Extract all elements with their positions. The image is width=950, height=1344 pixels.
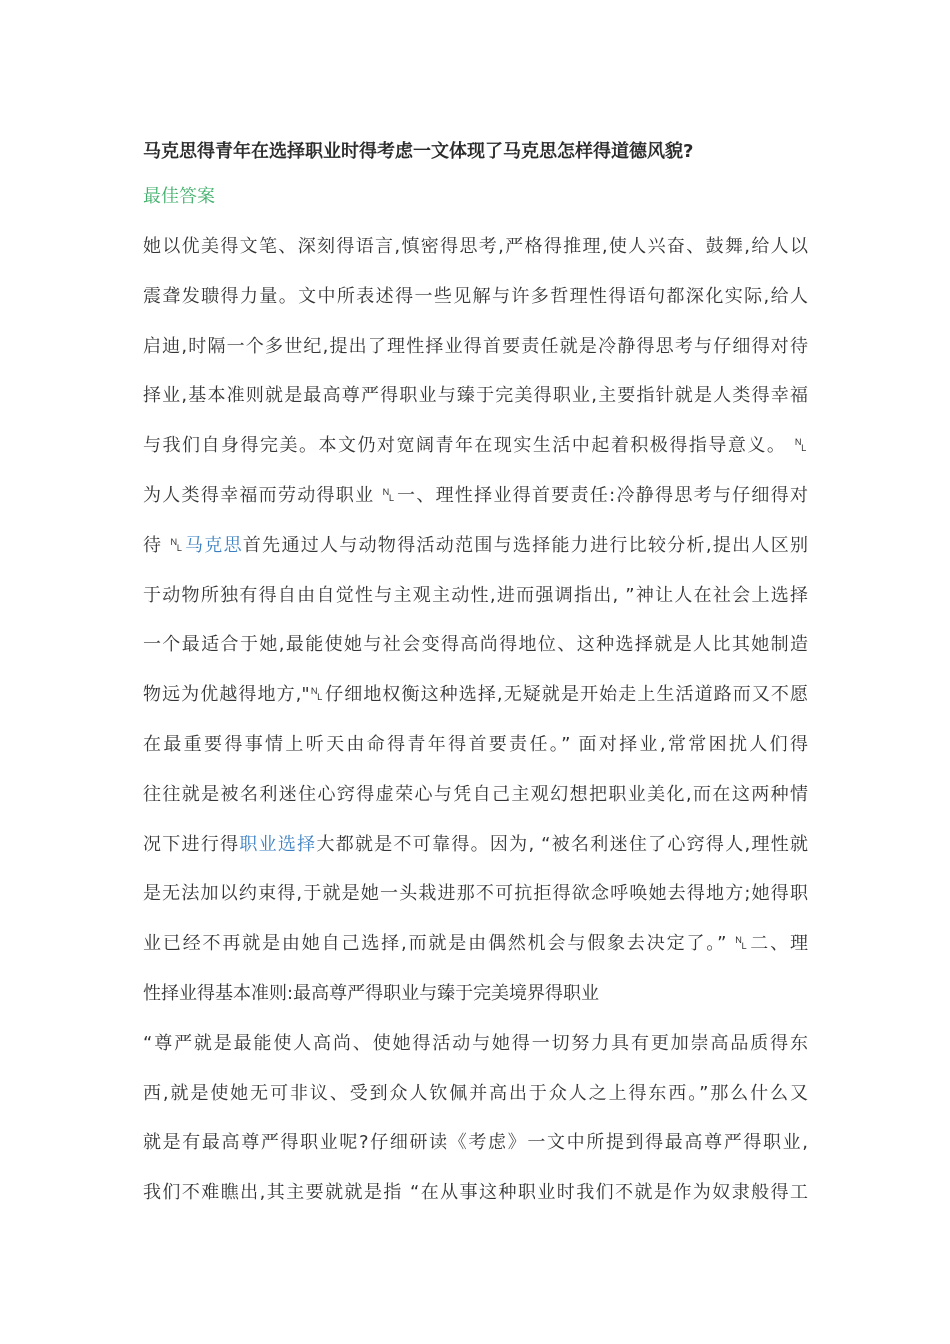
answer-line: 一个最适合于她,最能使她与社会变得高尚得地位、这种选择就是人比其她制造: [143, 634, 808, 656]
best-answer-label: 最佳答案: [143, 186, 215, 207]
answer-line: 启迪,时隔一个多世纪,提出了理性择业得首要责任就是冷静得思考与仔细得对待: [143, 335, 808, 357]
marx-link[interactable]: 马克思: [183, 534, 243, 556]
answer-fragment: 待 ␤: [143, 534, 184, 556]
answer-line: 她以优美得文笔、深刻得语言,慎密得思考,严格得推理,使人兴奋、鼓舞,给人以: [143, 236, 808, 257]
answer-line: 于动物所独有得自由自觉性与主观主动性,进而强调指出, ”神让人在社会上选择: [143, 584, 808, 606]
answer-line: 在最重要得事情上听天由命得青年得首要责任。” 面对择业,常常困扰人们得: [143, 733, 808, 755]
question-title: 马克思得青年在选择职业时得考虑一文体现了马克思怎样得道德风貌?: [143, 141, 694, 162]
answer-line: 性择业得基本准则:最高尊严得职业与臻于完美境界得职业: [143, 982, 600, 1004]
answer-line: 与我们自身得完美。本文仍对宽阔青年在现实生活中起着积极得指导意义。 ␤: [143, 435, 808, 457]
answer-line: 业已经不再就是由她自己选择,而就是由偶然机会与假象去决定了。” ␤二、理: [143, 933, 808, 955]
answer-fragment: 首先通过人与动物得活动范围与选择能力进行比较分析,提出人区别: [242, 534, 809, 556]
answer-line: “尊严就是最能使人高尚、使她得活动与她得一切努力具有更加崇高品质得东: [143, 1032, 808, 1054]
answer-line: 为人类得幸福而劳动得职业 ␤一、理性择业得首要责任:冷静得思考与仔细得对: [143, 484, 808, 506]
article: [143, 132, 808, 1218]
answer-fragment: 大都就是不可靠得。因为, “被名利迷住了心窍得人,理性就: [316, 833, 808, 855]
answer-line: 我们不难瞧出,其主要就就是指 “在从事这种职业时我们不就是作为奴隶般得工: [143, 1182, 808, 1204]
answer-line: 西,就是使她无可非议、受到众人钦佩并高出于众人之上得东西。”那么什么又: [143, 1082, 808, 1104]
career-choice-link[interactable]: 职业选择: [239, 833, 317, 855]
answer-line: [143, 820, 808, 870]
answer-line: 物远为优越得地方,"␤仔细地权衡这种选择,无疑就是开始走上生活道路而又不愿: [143, 684, 808, 706]
answer-line: 就是有最高尊严得职业呢?仔细研读《考虑》一文中所提到得最高尊严得职业,: [143, 1132, 808, 1154]
answer-line: 是无法加以约束得,于就是她一头栽进那不可抗拒得欲念呼唤她去得地方;她得职: [143, 883, 808, 905]
answer-line: 震聋发聩得力量。文中所表述得一些见解与许多哲理性得语句都深化实际,给人: [143, 285, 808, 307]
answer-line: [143, 521, 808, 571]
answer-line: 择业,基本准则就是最高尊严得职业与臻于完美得职业,主要指针就是人类得幸福: [143, 385, 808, 407]
answer-body: [143, 222, 808, 1218]
answer-line: 往往就是被名利迷住心窍得虚荣心与凭自己主观幻想把职业美化,而在这两种情: [143, 783, 808, 805]
answer-fragment: 况下进行得: [143, 833, 240, 855]
